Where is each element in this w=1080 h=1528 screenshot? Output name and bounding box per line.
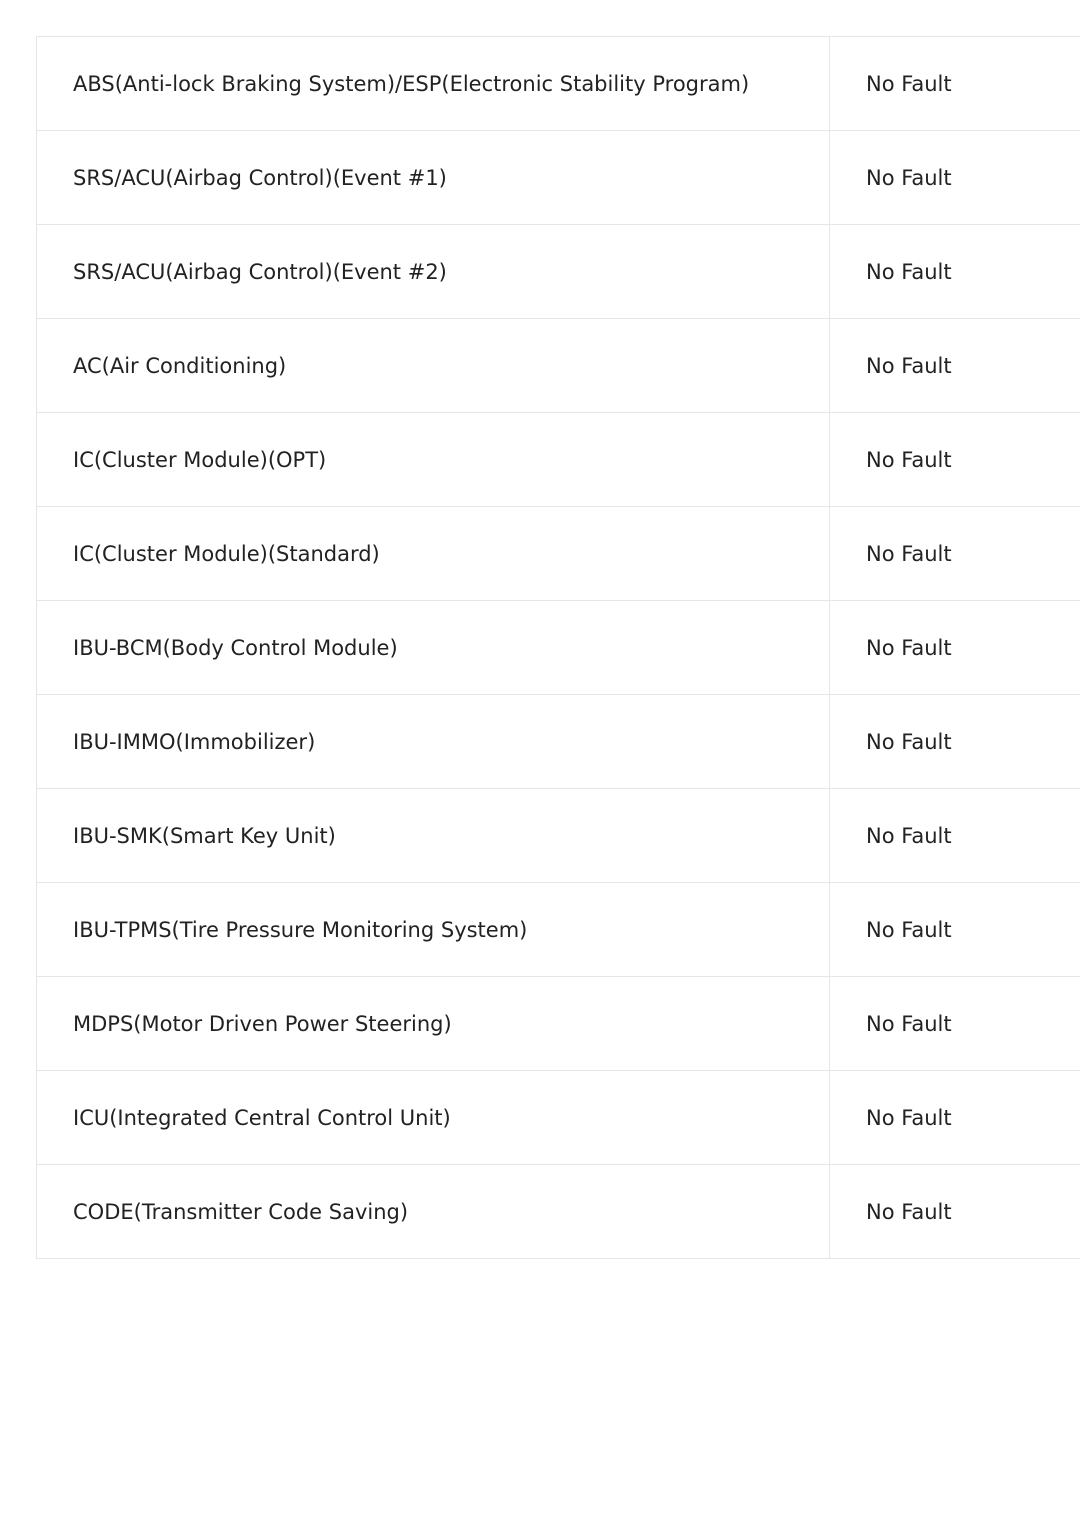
system-name-cell: CODE(Transmitter Code Saving) [37, 1165, 830, 1259]
table-row [37, 319, 1080, 413]
system-name-cell: IBU-SMK(Smart Key Unit) [37, 789, 830, 883]
table-row [37, 695, 1080, 789]
table-row [37, 37, 1080, 131]
table-row [37, 601, 1080, 695]
table-row [37, 1071, 1080, 1165]
table-row [37, 413, 1080, 507]
table-row [37, 977, 1080, 1071]
fault-status-cell: No Fault [830, 977, 1080, 1071]
table-row [37, 131, 1080, 225]
diagnostic-results-table [36, 36, 1080, 1259]
system-name-cell: AC(Air Conditioning) [37, 319, 830, 413]
fault-status-cell: No Fault [830, 319, 1080, 413]
fault-status-cell: No Fault [830, 225, 1080, 319]
system-name-cell: IBU-IMMO(Immobilizer) [37, 695, 830, 789]
table-row [37, 507, 1080, 601]
table-row [37, 1165, 1080, 1259]
system-name-cell: MDPS(Motor Driven Power Steering) [37, 977, 830, 1071]
table-row [37, 789, 1080, 883]
fault-status-cell: No Fault [830, 883, 1080, 977]
fault-status-cell: No Fault [830, 413, 1080, 507]
fault-status-cell: No Fault [830, 1165, 1080, 1259]
system-name-cell: SRS/ACU(Airbag Control)(Event #2) [37, 225, 830, 319]
system-name-cell: IC(Cluster Module)(Standard) [37, 507, 830, 601]
system-name-cell: IC(Cluster Module)(OPT) [37, 413, 830, 507]
fault-status-cell: No Fault [830, 601, 1080, 695]
fault-status-cell: No Fault [830, 695, 1080, 789]
diagnostic-results-body [37, 37, 1080, 1259]
fault-status-cell: No Fault [830, 507, 1080, 601]
system-name-cell: IBU-BCM(Body Control Module) [37, 601, 830, 695]
fault-status-cell: No Fault [830, 37, 1080, 131]
system-name-cell: IBU-TPMS(Tire Pressure Monitoring System) [37, 883, 830, 977]
system-name-cell: ICU(Integrated Central Control Unit) [37, 1071, 830, 1165]
fault-status-cell: No Fault [830, 131, 1080, 225]
system-name-cell: ABS(Anti-lock Braking System)/ESP(Electronic Stability Program) [37, 37, 830, 131]
system-name-cell: SRS/ACU(Airbag Control)(Event #1) [37, 131, 830, 225]
fault-status-cell: No Fault [830, 1071, 1080, 1165]
fault-status-cell: No Fault [830, 789, 1080, 883]
table-row [37, 883, 1080, 977]
table-row [37, 225, 1080, 319]
